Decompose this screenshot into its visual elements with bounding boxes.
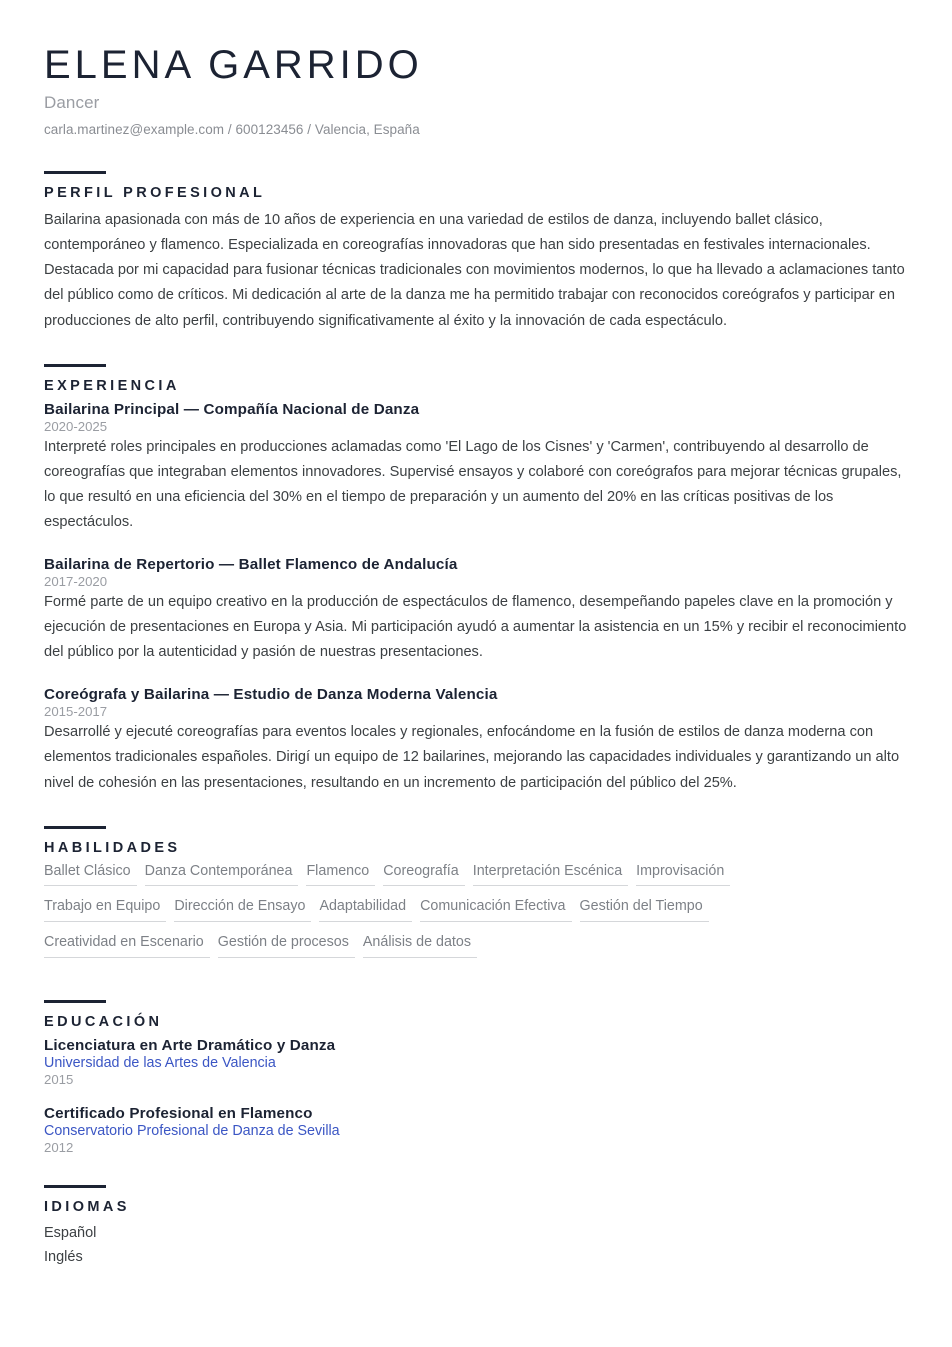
section-skills — [42, 826, 910, 971]
section-title-education: EDUCACIÓN — [44, 1014, 163, 1031]
candidate-name: ELENA GARRIDO — [44, 43, 423, 87]
profile-text: Bailarina apasionada con más de 10 años de experiencia en una variedad de estilos de danza, incluyendo ballet clásico, contemporáneo y flamenco. Especializada en coreografías innovadoras que han sido presentadas en festivales internacionales. Destacada por mi capacidad para fusionar técnicas tradicionales con movimientos modernos, lo que ha llevado a aclamaciones tanto del público como de críticos. Mi dedicación al arte de la danza me ha permitido trabajar con reconocidos coreógrafos y participar en producciones de alto perfil, contribuyendo significativamente al éxito y la innovación de cada espectáculo. — [44, 212, 905, 329]
skill-item: Creatividad en Escenario — [44, 934, 210, 958]
skill-item: Danza Contemporánea — [145, 863, 299, 887]
job-description: Formé parte de un equipo creativo en la producción de espectáculos de flamenco, desempeñando papeles clave en la promoción y ejecución de presentaciones en Europa y Asia. Mi participación ayudó a aumentar la asistencia en un 15% y recibir el reconocimiento del público por la autenticidad y pasión de nuestras presentaciones. — [44, 594, 907, 661]
education-school: Universidad de las Artes de Valencia — [44, 1055, 276, 1072]
education-degree: Licenciatura en Arte Dramático y Danza — [44, 1037, 336, 1055]
candidate-role: Dancer — [44, 93, 100, 113]
language-item: Español — [44, 1225, 97, 1242]
section-title-skills: HABILIDADES — [44, 839, 181, 856]
skill-item: Comunicación Efectiva — [420, 898, 571, 922]
experience-entry — [42, 401, 910, 535]
section-rule — [44, 826, 106, 829]
section-rule — [44, 1185, 106, 1188]
job-dates: 2015-2017 — [44, 704, 108, 720]
skill-item: Flamenco — [306, 863, 375, 887]
resume-content — [42, 42, 910, 1269]
language-item: Inglés — [44, 1248, 83, 1265]
education-school: Conservatorio Profesional de Danza de Sevilla — [44, 1123, 340, 1140]
section-rule — [44, 364, 106, 367]
job-dates: 2017-2020 — [44, 574, 108, 590]
job-dates: 2020-2025 — [44, 418, 108, 434]
section-title-languages: IDIOMAS — [44, 1199, 130, 1216]
job-description: Interpreté roles principales en producciones aclamadas como 'El Lago de los Cisnes' y 'Carmen', contribuyendo al desarrollo de coreografías que integraban elementos innovadores. Supervisé ensayos y colaboré con coreógrafos para mejorar técnicas grupales, lo que resultó en una eficiencia del 30% en el tiempo de preparación y un aumento del 20% en las críticas positivas de los espectáculos. — [44, 438, 902, 530]
section-experience — [42, 364, 910, 796]
experience-entry — [42, 686, 910, 795]
skill-item: Interpretación Escénica — [473, 863, 628, 887]
section-title-experience: EXPERIENCIA — [44, 377, 180, 394]
job-title: Bailarina Principal — Compañía Nacional de Danza — [44, 400, 420, 418]
skills-list — [44, 863, 844, 971]
education-entry — [42, 1105, 910, 1155]
skill-item: Coreografía — [383, 863, 465, 887]
skill-item: Gestión del Tiempo — [580, 898, 709, 922]
skill-item: Dirección de Ensayo — [174, 898, 311, 922]
skill-item: Trabajo en Equipo — [44, 898, 166, 922]
job-title: Bailarina de Repertorio — Ballet Flamenco de Andalucía — [44, 556, 458, 574]
education-entry — [42, 1037, 910, 1087]
resume-header — [42, 42, 910, 137]
contact-line: carla.martinez@example.com / 600123456 / Valencia, España — [44, 122, 420, 138]
section-education — [42, 1000, 910, 1155]
skill-item: Ballet Clásico — [44, 863, 137, 887]
experience-entry — [42, 556, 910, 665]
section-rule — [44, 171, 106, 174]
section-title-profile: PERFIL PROFESIONAL — [44, 185, 266, 202]
education-degree: Certificado Profesional en Flamenco — [44, 1105, 313, 1123]
section-profile — [42, 171, 910, 333]
education-year: 2015 — [44, 1072, 74, 1088]
skill-item: Análisis de datos — [363, 934, 477, 958]
skill-item: Gestión de procesos — [218, 934, 355, 958]
section-rule — [44, 1000, 106, 1003]
job-title: Coreógrafa y Bailarina — Estudio de Danza Moderna Valencia — [44, 686, 498, 704]
section-languages — [42, 1185, 910, 1269]
job-description: Desarrollé y ejecuté coreografías para eventos locales y regionales, enfocándome en la fusión de estilos de danza moderna con elementos tradicionales españoles. Dirigí un equipo de 12 bailarines, mejorando las capacidades individuales y garantizando un alto nivel de cohesión en las presentaciones, resultando en un incremento de participación del público del 25%. — [44, 724, 900, 791]
education-year: 2012 — [44, 1140, 74, 1156]
skill-item: Improvisación — [636, 863, 730, 887]
skill-item: Adaptabilidad — [319, 898, 412, 922]
